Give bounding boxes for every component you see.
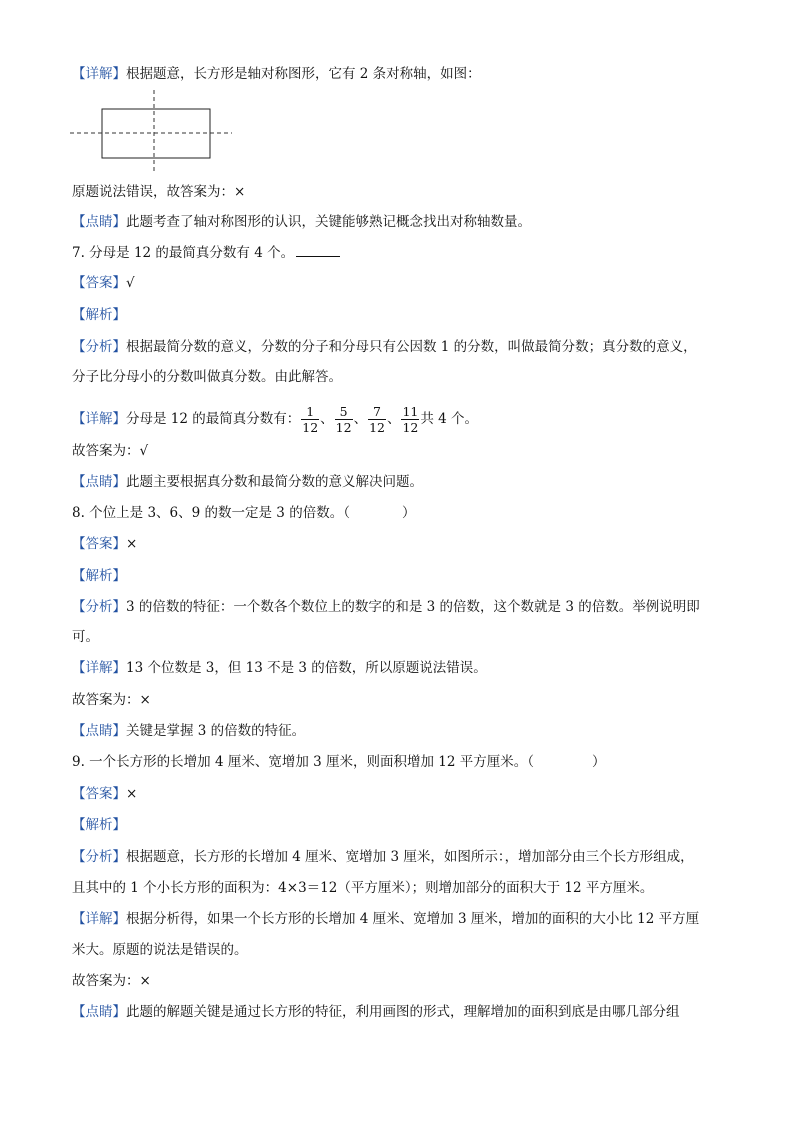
- detail-text: 分母是 12 的最简真分数有：: [126, 411, 301, 427]
- q9-analysis: [72, 815, 126, 835]
- detail-tag: 【详解】: [72, 911, 126, 927]
- fenxi-text: 且其中的 1 个小长方形的面积为：4×3＝12（平方厘米）；则增加部分的面积大于 12 平方厘米。: [72, 880, 654, 896]
- paren-close: ）: [592, 754, 606, 770]
- fraction: [335, 404, 353, 435]
- detail-text: 13 个位数是 3，但 13 不是 3 的倍数，所以原题说法错误。: [126, 660, 487, 676]
- detail-text: 共 4 个。: [420, 411, 479, 427]
- fenxi-text: 可。: [72, 629, 99, 645]
- note-tag: 【点睛】: [72, 214, 126, 230]
- analysis-tag: 【解析】: [72, 817, 126, 833]
- denominator: 12: [369, 420, 385, 435]
- answer-tag: 【答案】: [72, 536, 126, 552]
- q7-conclusion: [72, 441, 148, 461]
- detail-tag: 【详解】: [72, 411, 126, 427]
- note-text: 此题考查了轴对称图形的认识，关键能够熟记概念找出对称轴数量。: [126, 214, 531, 230]
- note-tag: 【点睛】: [72, 1004, 126, 1020]
- q8-note: [72, 721, 305, 741]
- fenxi-text: 分子比分母小的分数叫做真分数。由此解答。: [72, 369, 342, 385]
- q9-answer: [72, 784, 137, 804]
- detail-text: 米大。原题的说法是错误的。: [72, 942, 248, 958]
- q8-conclusion: [72, 690, 151, 710]
- detail-line: [72, 64, 481, 84]
- detail-tag: 【详解】: [72, 66, 126, 82]
- denominator: 12: [402, 420, 419, 435]
- q8-question: [72, 503, 415, 523]
- denominator: 12: [302, 420, 319, 435]
- conclusion-text: 故答案为：×: [72, 692, 151, 708]
- fenxi-tag: 【分析】: [72, 599, 126, 615]
- q9-fenxi-2: [72, 878, 653, 898]
- numerator: 5: [335, 404, 353, 420]
- separator: 、: [386, 411, 401, 427]
- q9-question: [72, 752, 606, 772]
- fraction: [368, 404, 386, 435]
- fenxi-tag: 【分析】: [72, 849, 126, 865]
- fenxi-text: 根据题意，长方形的长增加 4 厘米、宽增加 3 厘米，如图所示：，增加部分由三个长方形组成，: [126, 849, 694, 865]
- q7-analysis: [72, 305, 126, 325]
- answer-tag: 【答案】: [72, 786, 126, 802]
- fraction: [301, 404, 319, 435]
- q8-question-text: 8. 个位上是 3、6、9 的数一定是 3 的倍数。（: [72, 505, 350, 521]
- numerator: 7: [368, 404, 386, 420]
- answer-value: ×: [126, 536, 138, 552]
- q8-answer: [72, 534, 137, 554]
- fenxi-text: 根据最简分数的意义，分数的分子和分母只有公因数 1 的分数，叫做最简分数；真分数的意义，: [126, 339, 697, 355]
- detail-text: 根据题意，长方形是轴对称图形，它有 2 条对称轴，如图：: [126, 66, 481, 82]
- note-line: [72, 212, 531, 232]
- answer-tag: 【答案】: [72, 275, 126, 291]
- separator: 、: [353, 411, 368, 427]
- analysis-tag: 【解析】: [72, 568, 126, 584]
- q8-analysis: [72, 566, 126, 586]
- q9-detail-2: [72, 940, 248, 960]
- answer-value: ×: [126, 786, 138, 802]
- note-text: 关键是掌握 3 的倍数的特征。: [126, 723, 306, 739]
- note-tag: 【点睛】: [72, 474, 126, 490]
- q7-fenxi-1: [72, 337, 697, 357]
- note-text: 此题主要根据真分数和最简分数的意义解决问题。: [126, 474, 423, 490]
- q7-detail: [72, 402, 478, 436]
- note-tag: 【点睛】: [72, 723, 126, 739]
- q9-conclusion: [72, 971, 151, 991]
- denominator: 12: [335, 420, 352, 435]
- note-text: 此题的解题关键是通过长方形的特征，利用画图的形式，理解增加的面积到底是由哪几部分组: [126, 1004, 680, 1020]
- q7-question-text: 7. 分母是 12 的最简真分数有 4 个。: [72, 245, 295, 261]
- q9-fenxi-1: [72, 847, 694, 867]
- q7-question: [72, 243, 340, 263]
- q7-fenxi-2: [72, 367, 342, 387]
- q9-question-text: 9. 一个长方形的长增加 4 厘米、宽增加 3 厘米，则面积增加 12 平方厘米。（: [72, 754, 535, 770]
- analysis-tag: 【解析】: [72, 307, 126, 323]
- q8-detail: [72, 658, 487, 678]
- numerator: 1: [301, 404, 319, 420]
- paren-close: ）: [401, 505, 416, 521]
- detail-tag: 【详解】: [72, 660, 126, 676]
- fenxi-text: 3 的倍数的特征：一个数各个数位上的数字的和是 3 的倍数，这个数就是 3 的倍数。举例说明即: [126, 599, 700, 615]
- q9-note: [72, 1002, 680, 1022]
- q9-detail-1: [72, 909, 699, 929]
- conclusion-line: [72, 182, 245, 202]
- conclusion-text: 原题说法错误，故答案为：×: [72, 184, 246, 200]
- q7-note: [72, 472, 423, 492]
- conclusion-text: 故答案为：×: [72, 973, 151, 989]
- conclusion-text: 故答案为：√: [72, 443, 149, 459]
- numerator: 11: [402, 404, 419, 419]
- rectangle-symmetry-diagram: [70, 90, 240, 172]
- q7-answer: [72, 273, 135, 293]
- fenxi-tag: 【分析】: [72, 339, 126, 355]
- answer-blank: [296, 244, 340, 257]
- separator: 、: [320, 411, 334, 427]
- fraction: [401, 404, 419, 435]
- q8-fenxi-2: [72, 627, 99, 647]
- q8-fenxi-1: [72, 597, 700, 617]
- answer-value: √: [126, 275, 135, 291]
- detail-text: 根据分析得，如果一个长方形的长增加 4 厘米、宽增加 3 厘米，增加的面积的大小比 12 平方厘: [126, 911, 700, 927]
